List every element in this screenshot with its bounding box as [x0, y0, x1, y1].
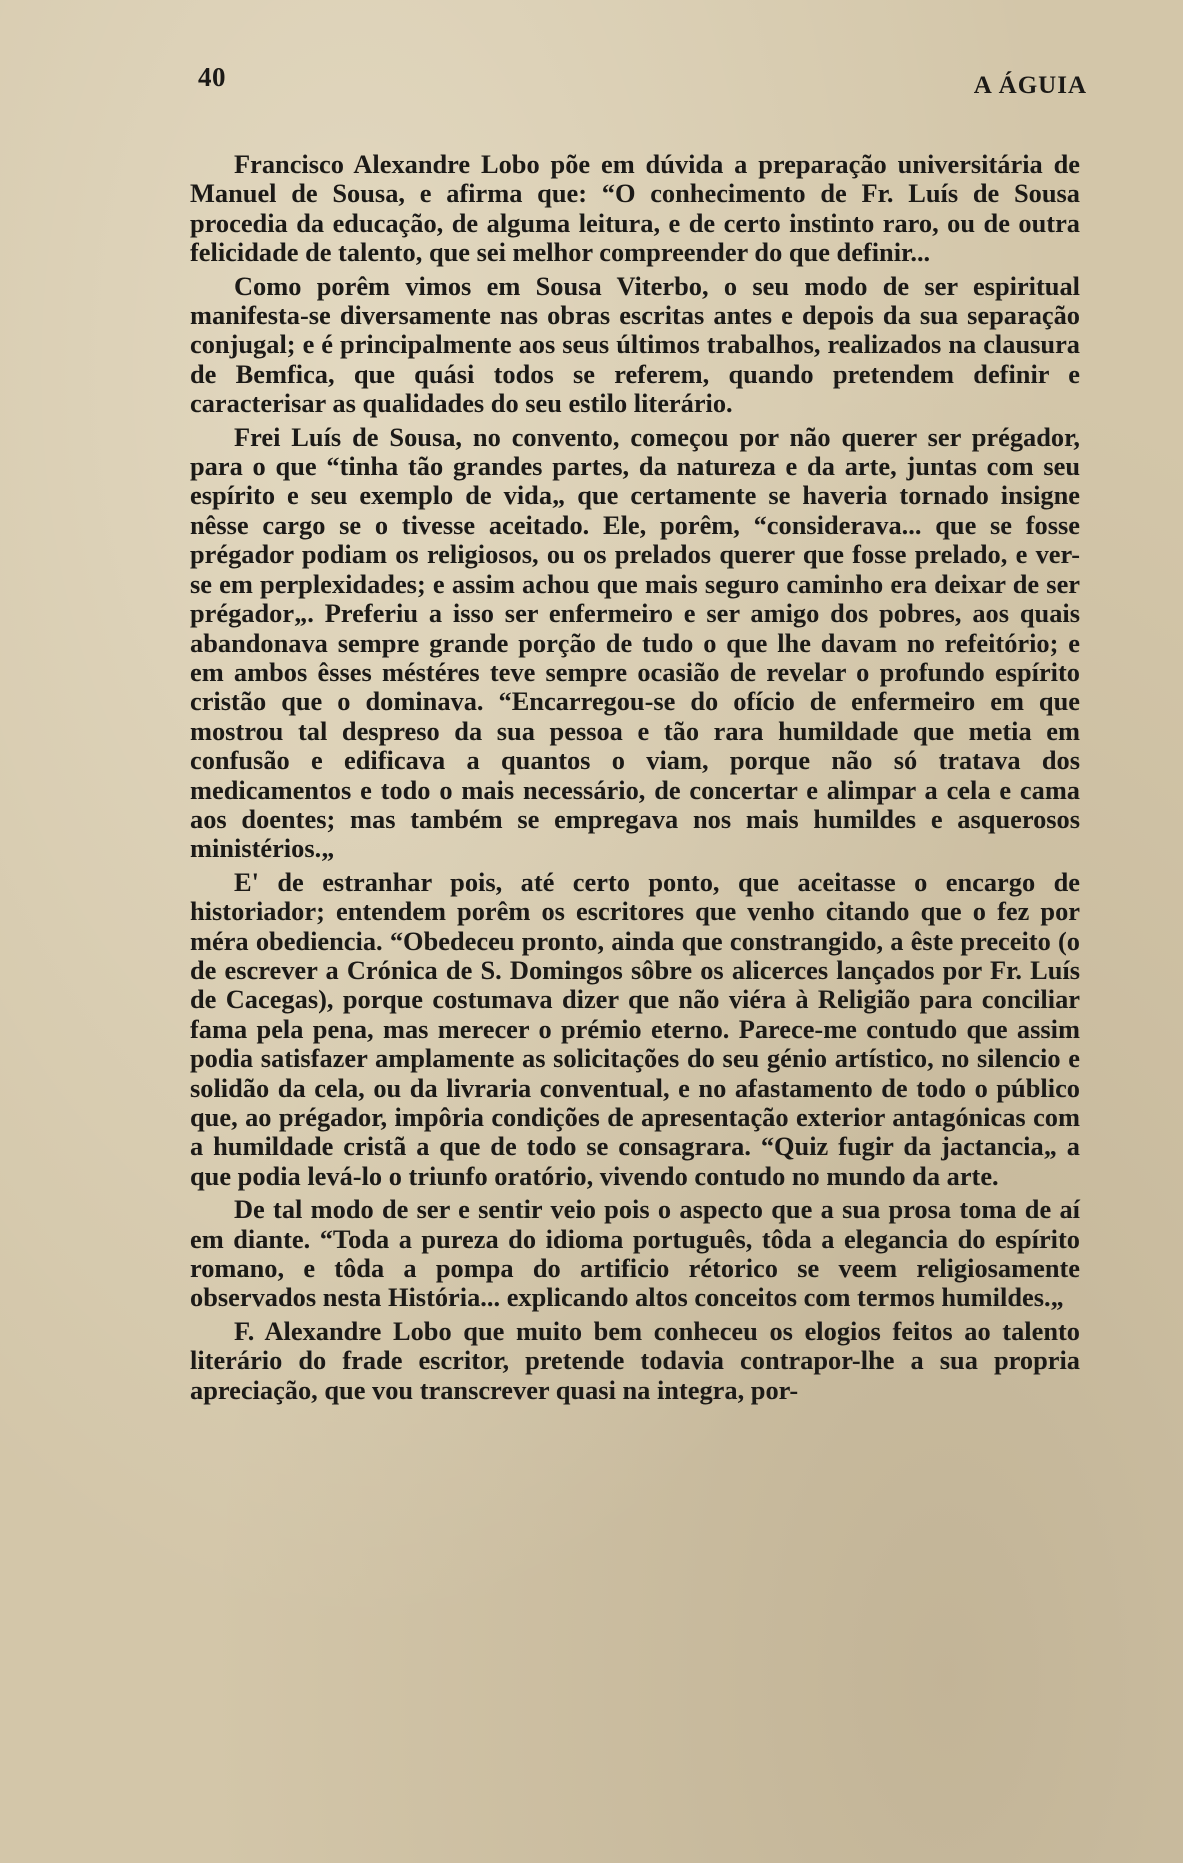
page-number: 40: [198, 62, 226, 92]
paragraph: Francisco Alexandre Lobo põe em dúvida a preparação universitária de Manuel de Sousa, e afirma que: “O conhecimento de Fr. Luís de Sousa procedia da educação, de alguma leitura, e de certo instinto raro, ou de outra felicidade de talento, que sei melhor compreender do que definir...: [190, 149, 1080, 268]
paragraph: Frei Luís de Sousa, no convento, começou por não querer ser prégador, para o que “tinha tão grandes partes, da natureza e da arte, juntas com seu espírito e seu exemplo de vida„ que certamente se haveria tornado insigne nêsse cargo se o tivesse aceitado. Ele, porêm, “considerava... que se fosse prégador podiam os religiosos, ou os prelados querer que fosse prelado, e ver-se em perplexidades; e assim achou que mais seguro caminho era deixar de ser prégador„. Preferiu a isso ser enfermeiro e ser amigo dos pobres, aos quais abandonava sempre grande porção de tudo o que lhe davam no refeitório; e em ambos êsses méstéres teve sempre ocasião de revelar o profundo espírito cristão que o dominava. “Encarregou-se do ofício de enfermeiro em que mostrou tal despreso da sua pessoa e tão rara humildade que metia em confusão e edificava a quantos o viam, porque não só tratava dos medicamentos e todo o mais necessário, de concertar e alimpar a cela e cama aos doentes; mas também se empregava nos mais humildes e asquerosos ministérios.„: [190, 421, 1080, 864]
paragraph: De tal modo de ser e sentir veio pois o aspecto que a sua prosa toma de aí em diante. “Toda a pureza do idioma português, tôda a elegancia do espírito romano, e tôda a pompa do artificio rétorico se veem religiosamente observados nesta História... explicando altos conceitos com termos humildes.„: [190, 1194, 1080, 1313]
paragraph: Como porêm vimos em Sousa Viterbo, o seu modo de ser espiritual manifesta-se diversamente nas obras escritas antes e depois da sua separação conjugal; e é principalmente aos seus últimos trabalhos, realizados na clausura de Bemfica, que quási todos se referem, quando pretendem definir e caracterisar as qualidades do seu estilo literário.: [190, 270, 1080, 419]
running-title: A ÁGUIA: [973, 72, 1087, 99]
body-text: [190, 150, 1080, 1409]
paragraph: F. Alexandre Lobo que muito bem conheceu os elogios feitos ao talento literário do frade escritor, pretende todavia contrapor-lhe a sua propria apreciação, que vou transcrever quasi na integra, por-: [190, 1315, 1080, 1405]
paragraph: E' de estranhar pois, até certo ponto, que aceitasse o encargo de historiador; entendem porêm os escritores que venho citando que o fez por méra obediencia. “Obedeceu pronto, ainda que constrangido, a êste preceito (o de escrever a Crónica de S. Domingos sôbre os alicerces lançados por Fr. Luís de Cacegas), porque costumava dizer que não viéra à Religião para conciliar fama pela pena, mas merecer o prémio eterno. Parece-me contudo que assim podia satisfazer amplamente as solicitações do seu génio artístico, no silencio e solidão da cela, ou da livraria conventual, e no afastamento de todo o público que, ao prégador, impôria condições de apresentação exterior antagónicas com a humildade cristã a que de todo se consagrara. “Quiz fugir da jactancia„ a que podia levá-lo o triunfo oratório, vivendo contudo no mundo da arte.: [190, 866, 1080, 1191]
